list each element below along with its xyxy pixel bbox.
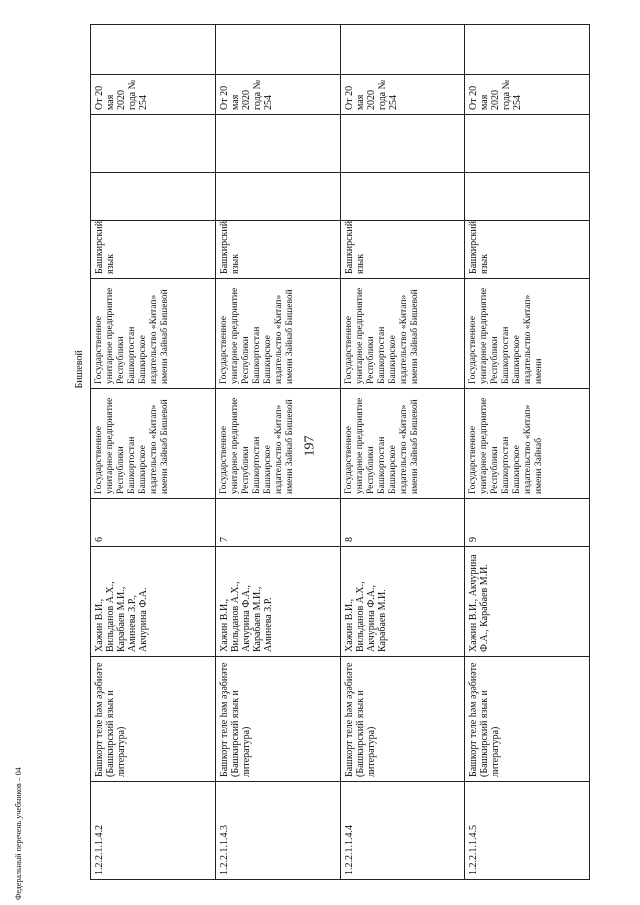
title-cell: Башкорт теле һәм әҙәбиәте (Башкирский язык и литература) [340,657,465,782]
empty-cell [215,173,340,221]
empty-cell [465,173,590,221]
order-cell: От 20 мая 2020 года № 254 [215,75,340,115]
empty-cell [465,115,590,173]
footer-note: Федеральный перечень учебников – 04 [14,767,23,900]
continuation-text: Бишевой [74,350,85,389]
code-cell: 1.2.2.1.1.4.2 [91,782,216,880]
empty-cell [340,115,465,173]
language-cell: Башкирский язык [465,221,590,279]
empty-cell [91,115,216,173]
publisher-cell: Государственное унитарное предприятие Республики Башкортостан Башкирское издательство «Китап» имени Зайнаб Бишевой [340,389,465,499]
table-row [215,25,340,880]
language-cell: Башкирский язык [91,221,216,279]
publisher2-cell: Государственное унитарное предприятие Республики Башкортостан Башкирское издательство «Китап» имени Зайнаб Бишевой [91,279,216,389]
empty-cell [340,25,465,75]
code-cell: 1.2.2.1.1.4.4 [340,782,465,880]
empty-cell [340,173,465,221]
table-row [91,25,216,880]
empty-cell [91,173,216,221]
empty-cell [215,25,340,75]
authors-cell: Хажин В.И., Вильданов А.Х., Карабаев М.И., Аминева З.Р., Акчурина Ф.А. [91,547,216,657]
publisher2-cell: Государственное унитарное предприятие Республики Башкортостан Башкирское издательство «Китап» имени Зайнаб Бишевой [215,279,340,389]
grade-cell: 9 [465,499,590,547]
grade-cell: 7 [215,499,340,547]
grade-cell: 8 [340,499,465,547]
publisher2-cell: Государственное унитарное предприятие Республики Башкортостан Башкирское издательство «Китап» имени Зайнаб Бишевой [340,279,465,389]
grade-cell: 6 [91,499,216,547]
code-cell: 1.2.2.1.1.4.5 [465,782,590,880]
language-cell: Башкирский язык [215,221,340,279]
publisher-cell: Государственное унитарное предприятие Республики Башкортостан Башкирское издательство «Китап» имени Зайнаб [465,389,590,499]
code-cell: 1.2.2.1.1.4.3 [215,782,340,880]
textbook-table [70,24,590,880]
rotated-table-wrapper [70,25,590,880]
language-cell: Башкирский язык [340,221,465,279]
authors-cell: Хажин В.И., Акчурина Ф.А., Карабаев М.И. [465,547,590,657]
title-cell: Башкорт теле һәм әҙәбиәте (Башкирский язык и литература) [215,657,340,782]
title-cell: Башкорт теле һәм әҙәбиәте (Башкирский язык и литература) [465,657,590,782]
empty-cell [465,25,590,75]
table-row [340,25,465,880]
authors-cell: Хажин В.И., Вильданов А.Х., Акчурина Ф.А., Карабаев М.И. [340,547,465,657]
publisher-cell: Государственное унитарное предприятие Республики Башкортостан Башкирское издательство «Китап» имени Зайнаб Бишевой [91,389,216,499]
title-cell: Башкорт теле һәм әҙәбиәте (Башкирский язык и литература) [91,657,216,782]
continuation-row [70,25,91,880]
publisher-cell: Государственное унитарное предприятие Республики Башкортостан Башкирское издательство «Китап» имени Зайнаб Бишевой [215,389,340,499]
order-cell: От 20 мая 2020 года № 254 [465,75,590,115]
table-row [465,25,590,880]
page-number: 197 [302,435,318,457]
order-cell: От 20 мая 2020 года № 254 [91,75,216,115]
authors-cell: Хажин В.И., Вильданов А.Х., Акчурина Ф.А., Карабаев М.И., Аминева З.Р. [215,547,340,657]
empty-cell [215,115,340,173]
publisher2-cell: Государственное унитарное предприятие Республики Башкортостан Башкирское издательство «Китап» имени [465,279,590,389]
order-cell: От 20 мая 2020 года № 254 [340,75,465,115]
empty-cell [91,25,216,75]
